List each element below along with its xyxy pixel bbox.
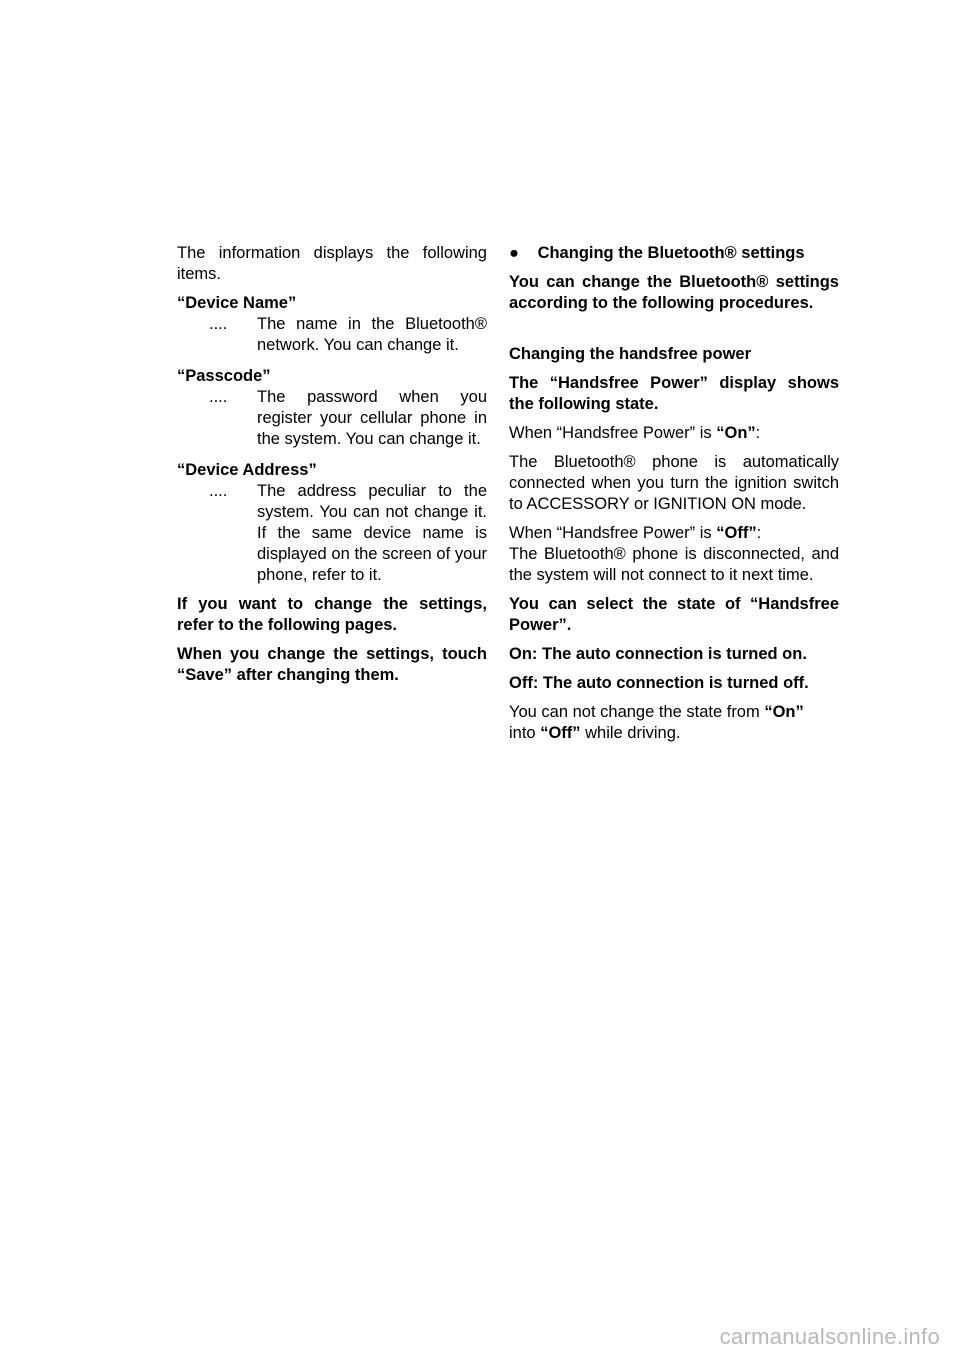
note-change-settings: If you want to change the settings, refer to the following pages.	[177, 595, 487, 634]
item-desc-device-address: .... The address peculiar to the system. You can not change it. If the same device name is displayed on the screen of your phone, refer to it.	[209, 482, 487, 584]
leader-dots: ....	[209, 315, 228, 333]
subheading: Changing the handsfree power	[509, 345, 752, 363]
item-desc-device-name: .... The name in the Bluetooth® network. You can change it.	[209, 315, 487, 354]
watermark: carmanualsonline.info	[719, 1324, 940, 1349]
drive-line-1: You can not change the state from “On”	[509, 703, 804, 721]
on-state: On: The auto connection is turned on.	[509, 645, 807, 663]
drive-line-2: into “Off” while driving.	[509, 724, 681, 742]
item-label-device-name: “Device Name”	[177, 294, 297, 312]
item-desc-passcode: .... The password when you register your cellular phone in the system. You can change it.	[209, 388, 487, 448]
off-state: Off: The auto connection is turned off.	[509, 674, 809, 692]
left-column	[177, 243, 487, 684]
on-desc: The Bluetooth® phone is automatically connected when you turn the ignition switch to ACCESSORY or IGNITION ON mode.	[509, 453, 839, 513]
section-heading: ● Changing the Bluetooth® settings	[509, 244, 805, 262]
item-label-passcode: “Passcode”	[177, 367, 271, 385]
section-desc: You can change the Bluetooth® settings according to the following procedures.	[509, 273, 839, 312]
leader-dots: ....	[209, 482, 228, 500]
note-save: When you change the settings, touch “Save” after changing them.	[177, 645, 487, 684]
off-line: When “Handsfree Power” is “Off”:	[509, 524, 762, 542]
item-label-device-address: “Device Address”	[177, 461, 317, 479]
select-desc: You can select the state of “Handsfree Power”.	[509, 595, 839, 634]
on-line: When “Handsfree Power” is “On”:	[509, 424, 761, 442]
right-column	[509, 243, 839, 763]
bullet-icon: ●	[509, 244, 519, 262]
state-desc: The “Handsfree Power” display shows the following state.	[509, 374, 839, 413]
leader-dots: ....	[209, 388, 228, 406]
off-desc: The Bluetooth® phone is disconnected, and the system will not connect to it next time.	[509, 545, 839, 584]
intro-text: The information displays the following items.	[177, 244, 487, 283]
